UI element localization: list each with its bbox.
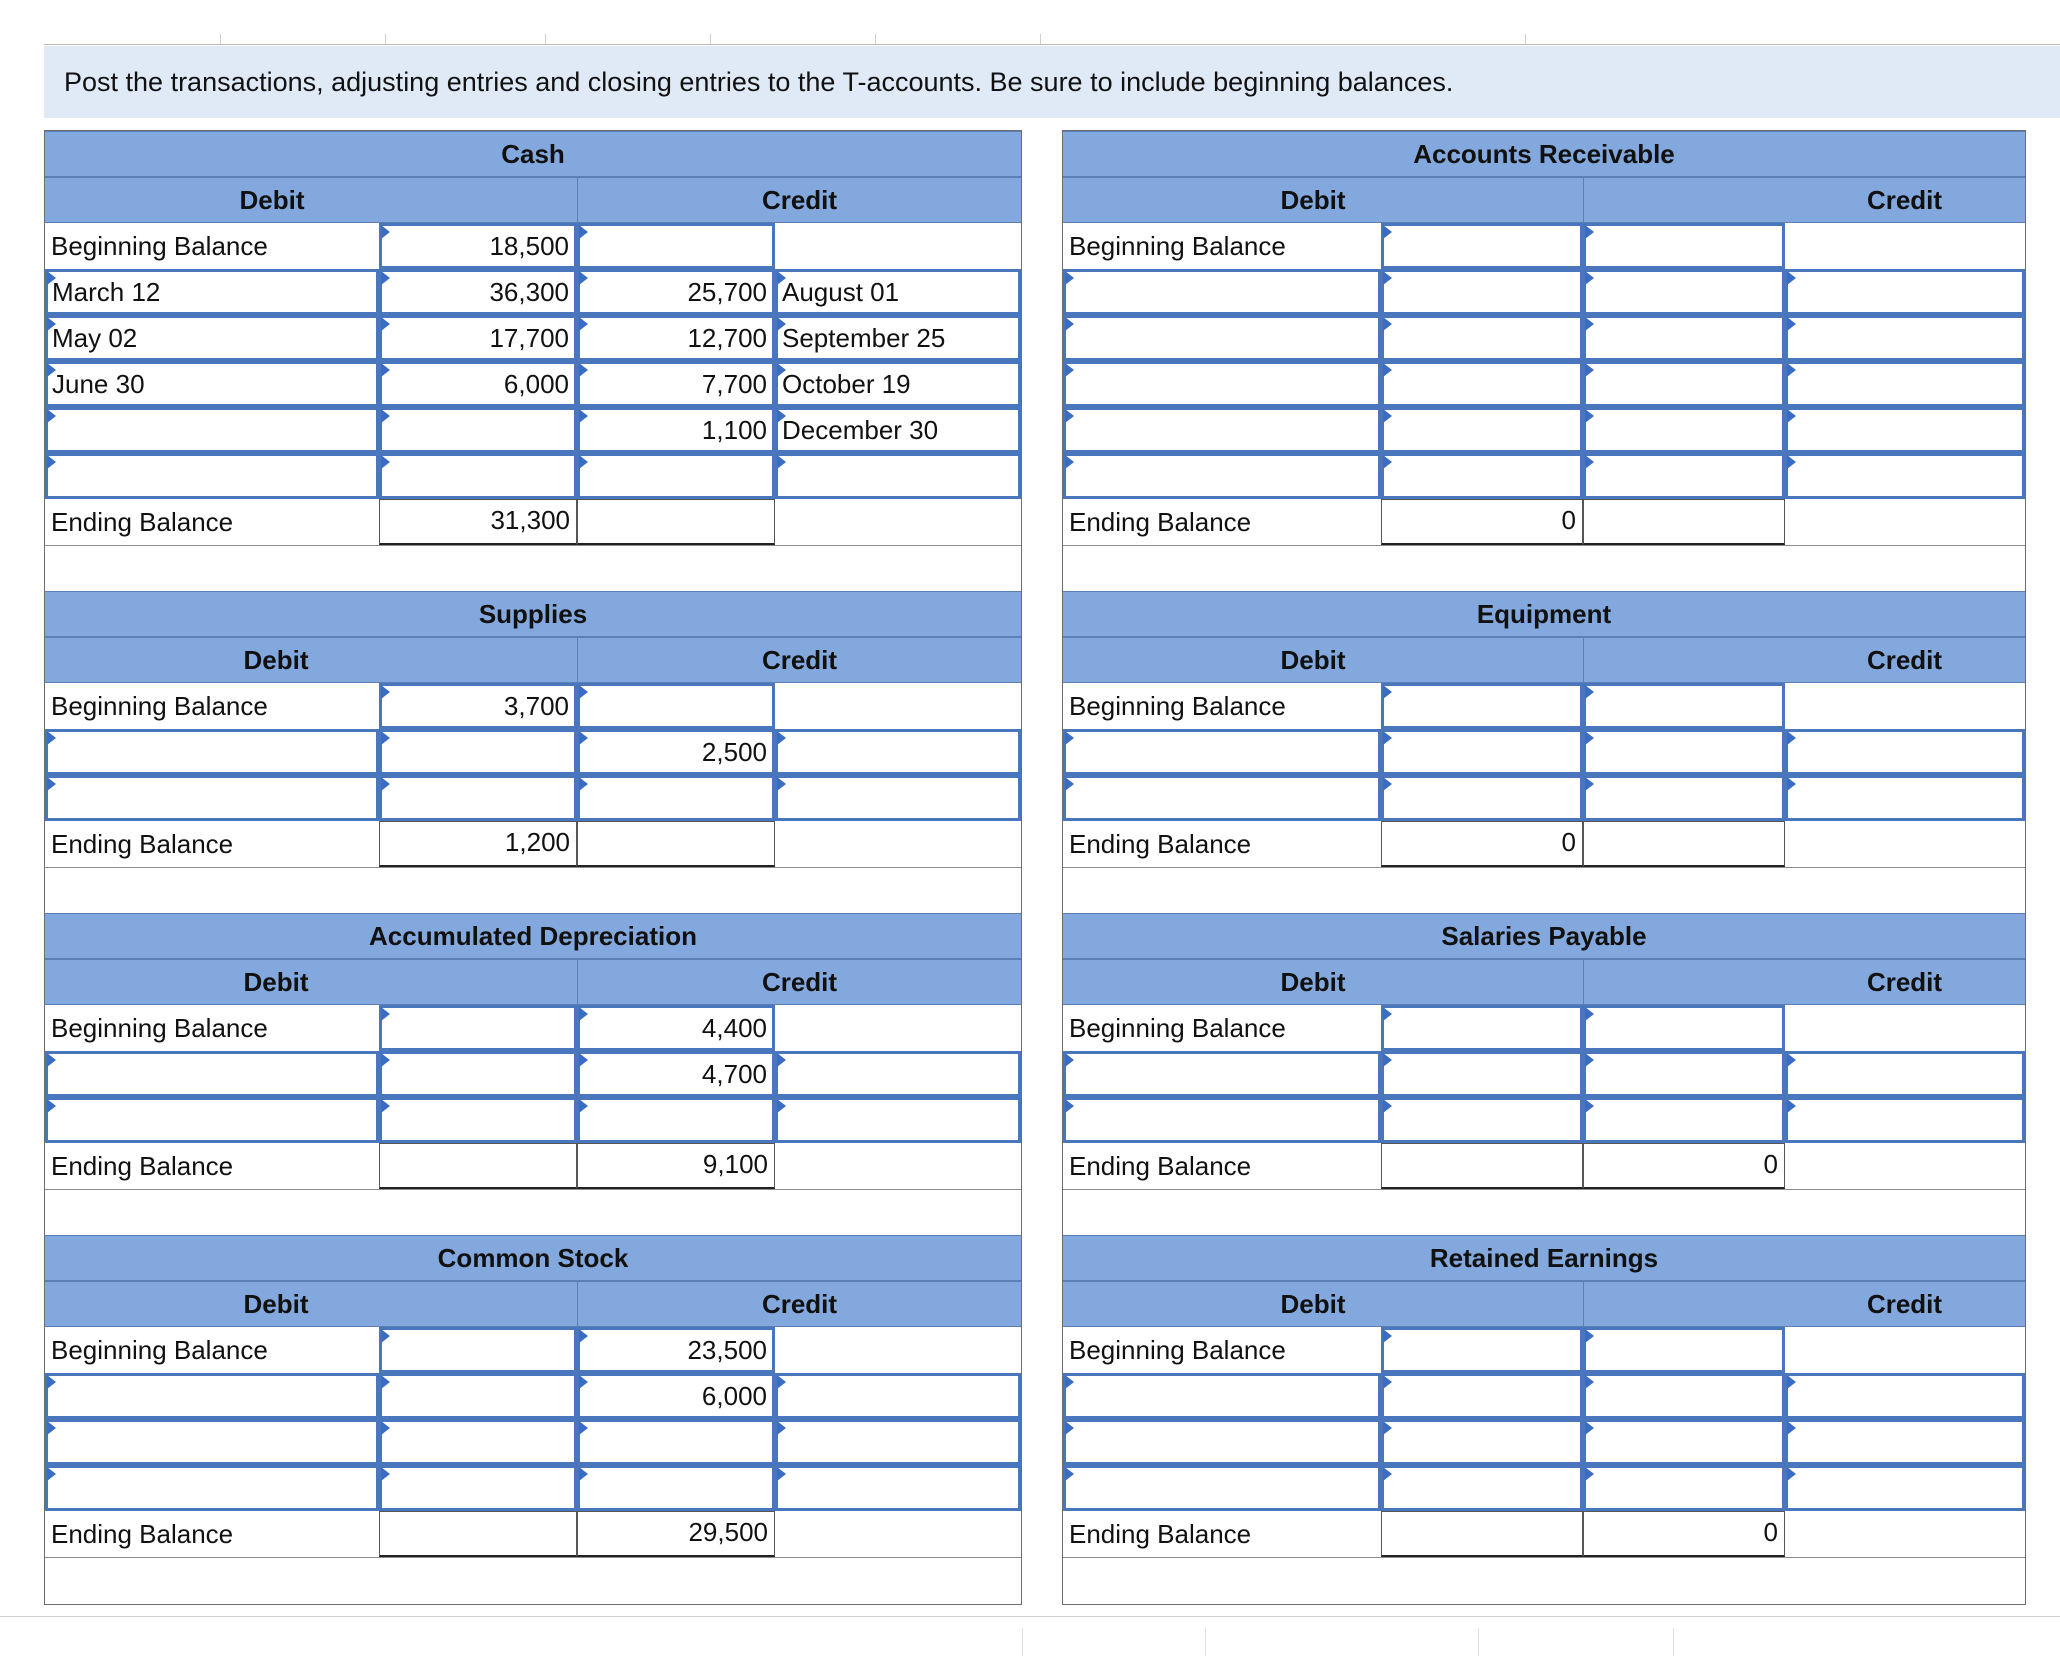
accdep-ending-credit: 9,100 [577, 1143, 775, 1189]
ar-beginning-label: Beginning Balance [1069, 231, 1286, 261]
sp-ending-label: Ending Balance [1069, 1151, 1252, 1181]
right-accounts-panel [1062, 130, 2026, 1605]
column-mark [545, 34, 546, 44]
section-spacer [45, 867, 1021, 914]
eq-ending-debit: 0 [1381, 821, 1583, 867]
accdep-begin-credit-input[interactable]: 4,400 [577, 1005, 775, 1051]
column-mark [1205, 1628, 1206, 1656]
cs-debit-input[interactable] [379, 1465, 577, 1511]
cash-debit-input[interactable]: 36,300 [379, 269, 577, 315]
cs-credit-date-select[interactable] [775, 1419, 1021, 1465]
ar-credit-input[interactable] [1583, 407, 1785, 453]
eq-debit-input[interactable] [1381, 775, 1583, 821]
supplies-debit-input[interactable] [379, 775, 577, 821]
cash-debit-input[interactable] [379, 453, 577, 499]
re-debit-header: Debit [1063, 1281, 1583, 1327]
supplies-credit-date-select[interactable] [775, 775, 1021, 821]
eq-begin-debit-input[interactable] [1381, 683, 1583, 729]
cash-ending-credit [577, 499, 775, 545]
ar-credit-date-select[interactable] [1785, 315, 2025, 361]
sp-beginning-label: Beginning Balance [1069, 1013, 1286, 1043]
cs-credit-input[interactable] [577, 1419, 775, 1465]
supplies-debit-header: Debit [45, 637, 577, 683]
re-debit-date-select[interactable] [1063, 1373, 1381, 1419]
section-spacer [1063, 1557, 2025, 1604]
sp-ending-debit [1381, 1143, 1583, 1189]
cash-credit-date-select[interactable]: September 25 [775, 315, 1021, 361]
eq-credit-date-select[interactable] [1785, 775, 2025, 821]
ar-credit-input[interactable] [1583, 269, 1785, 315]
column-mark [1040, 34, 1041, 44]
cash-debit-date-select[interactable]: March 12 [45, 269, 379, 315]
supplies-debit-date-select[interactable] [45, 775, 379, 821]
ar-debit-date-select[interactable] [1063, 315, 1381, 361]
column-mark [1525, 34, 1526, 44]
re-credit-date-select[interactable] [1785, 1419, 2025, 1465]
ar-debit-input[interactable] [1381, 407, 1583, 453]
eq-credit-input[interactable] [1583, 775, 1785, 821]
cs-ending-debit [379, 1511, 577, 1557]
cash-credit-input[interactable]: 7,700 [577, 361, 775, 407]
supplies-debit-input[interactable] [379, 729, 577, 775]
retained-earnings-title: Retained Earnings [1063, 1235, 2025, 1281]
sp-begin-debit-input[interactable] [1381, 1005, 1583, 1051]
cash-debit-date-select[interactable] [45, 453, 379, 499]
re-ending-label: Ending Balance [1069, 1519, 1252, 1549]
sp-credit-date-select[interactable] [1785, 1097, 2025, 1143]
eq-credit-date-select[interactable] [1785, 729, 2025, 775]
eq-begin-credit-input[interactable] [1583, 683, 1785, 729]
accdep-debit-header: Debit [45, 959, 577, 1005]
salaries-payable-title: Salaries Payable [1063, 913, 2025, 959]
cs-begin-debit-input[interactable] [379, 1327, 577, 1373]
re-debit-date-select[interactable] [1063, 1419, 1381, 1465]
section-spacer [1063, 1189, 2025, 1236]
eq-ending-label: Ending Balance [1069, 829, 1252, 859]
cash-credit-input[interactable]: 1,100 [577, 407, 775, 453]
section-spacer [45, 545, 1021, 592]
supplies-beginning-label: Beginning Balance [51, 691, 268, 721]
ar-debit-date-select[interactable] [1063, 361, 1381, 407]
ar-debit-input[interactable] [1381, 315, 1583, 361]
top-rule [44, 44, 2060, 45]
cash-debit-input[interactable]: 17,700 [379, 315, 577, 361]
sp-debit-input[interactable] [1381, 1051, 1583, 1097]
ar-ending-label: Ending Balance [1069, 507, 1252, 537]
section-spacer [1063, 545, 2025, 592]
accdep-credit-input[interactable]: 4,700 [577, 1051, 775, 1097]
cash-credit-date-select[interactable]: December 30 [775, 407, 1021, 453]
ar-begin-credit-input[interactable] [1583, 223, 1785, 269]
accdep-debit-input[interactable] [379, 1097, 577, 1143]
cash-ending-debit: 31,300 [379, 499, 577, 545]
sp-credit-input[interactable] [1583, 1097, 1785, 1143]
re-credit-date-select[interactable] [1785, 1465, 2025, 1511]
bottom-rule [0, 1616, 2060, 1617]
cash-ending-label: Ending Balance [51, 507, 234, 537]
re-credit-input[interactable] [1583, 1465, 1785, 1511]
ar-credit-input[interactable] [1583, 361, 1785, 407]
cash-credit-input[interactable] [577, 453, 775, 499]
ar-debit-date-select[interactable] [1063, 407, 1381, 453]
ar-debit-date-select[interactable] [1063, 453, 1381, 499]
sp-debit-input[interactable] [1381, 1097, 1583, 1143]
ar-ending-credit [1583, 499, 1785, 545]
sp-begin-credit-input[interactable] [1583, 1005, 1785, 1051]
supplies-debit-date-select[interactable] [45, 729, 379, 775]
ar-credit-header: Credit [1583, 177, 2025, 223]
cs-ending-label: Ending Balance [51, 1519, 234, 1549]
column-mark [385, 34, 386, 44]
section-spacer [1063, 867, 2025, 914]
supplies-title: Supplies [45, 591, 1021, 637]
supplies-credit-input[interactable] [577, 775, 775, 821]
cash-debit-input[interactable] [379, 407, 577, 453]
re-begin-debit-input[interactable] [1381, 1327, 1583, 1373]
cs-debit-header: Debit [45, 1281, 577, 1327]
cash-credit-date-select[interactable]: October 19 [775, 361, 1021, 407]
eq-debit-header: Debit [1063, 637, 1583, 683]
cash-debit-header: Debit [45, 177, 577, 223]
accumulated-depreciation-title: Accumulated Depreciation [45, 913, 1021, 959]
ar-credit-date-select[interactable] [1785, 361, 2025, 407]
accdep-begin-debit-input[interactable] [379, 1005, 577, 1051]
supplies-begin-credit-input[interactable] [577, 683, 775, 729]
sp-credit-input[interactable] [1583, 1051, 1785, 1097]
ar-credit-date-select[interactable] [1785, 407, 2025, 453]
cash-debit-date-select[interactable]: May 02 [45, 315, 379, 361]
cs-debit-date-select[interactable] [45, 1373, 379, 1419]
re-beginning-label: Beginning Balance [1069, 1335, 1286, 1365]
re-ending-debit [1381, 1511, 1583, 1557]
column-mark [1022, 1628, 1023, 1656]
cash-beginning-label: Beginning Balance [51, 231, 268, 261]
accdep-debit-date-select[interactable] [45, 1097, 379, 1143]
ar-debit-input[interactable] [1381, 361, 1583, 407]
column-mark [220, 34, 221, 44]
cash-debit-date-select[interactable]: June 30 [45, 361, 379, 407]
cash-credit-input[interactable]: 12,700 [577, 315, 775, 361]
sp-debit-header: Debit [1063, 959, 1583, 1005]
accdep-ending-label: Ending Balance [51, 1151, 234, 1181]
column-mark [875, 34, 876, 44]
re-credit-input[interactable] [1583, 1419, 1785, 1465]
cs-ending-credit: 29,500 [577, 1511, 775, 1557]
cs-debit-date-select[interactable] [45, 1465, 379, 1511]
accdep-debit-input[interactable] [379, 1051, 577, 1097]
accdep-debit-date-select[interactable] [45, 1051, 379, 1097]
eq-debit-input[interactable] [1381, 729, 1583, 775]
instruction-banner: Post the transactions, adjusting entries and closing entries to the T-accounts. Be sure to include beginning balances. [44, 46, 2060, 118]
accdep-credit-header: Credit [577, 959, 1021, 1005]
cs-credit-date-select[interactable] [775, 1373, 1021, 1419]
supplies-credit-header: Credit [577, 637, 1021, 683]
cs-credit-header: Credit [577, 1281, 1021, 1327]
ar-credit-input[interactable] [1583, 453, 1785, 499]
cash-title: Cash [45, 131, 1021, 177]
eq-beginning-label: Beginning Balance [1069, 691, 1286, 721]
common-stock-title: Common Stock [45, 1235, 1021, 1281]
section-spacer [45, 1557, 1021, 1604]
cash-begin-debit-input[interactable]: 18,500 [379, 223, 577, 269]
cash-credit-date-select[interactable]: August 01 [775, 269, 1021, 315]
re-credit-header: Credit [1583, 1281, 2025, 1327]
re-ending-credit: 0 [1583, 1511, 1785, 1557]
equipment-title: Equipment [1063, 591, 2025, 637]
section-spacer [45, 1189, 1021, 1236]
cash-debit-date-select[interactable] [45, 407, 379, 453]
cash-credit-date-select[interactable] [775, 453, 1021, 499]
supplies-credit-date-select[interactable] [775, 729, 1021, 775]
ar-debit-date-select[interactable] [1063, 269, 1381, 315]
eq-ending-credit [1583, 821, 1785, 867]
re-credit-input[interactable] [1583, 1373, 1785, 1419]
eq-credit-header: Credit [1583, 637, 2025, 683]
ar-credit-date-select[interactable] [1785, 269, 2025, 315]
re-debit-input[interactable] [1381, 1373, 1583, 1419]
ar-credit-date-select[interactable] [1785, 453, 2025, 499]
ar-debit-input[interactable] [1381, 269, 1583, 315]
cs-credit-input[interactable]: 6,000 [577, 1373, 775, 1419]
sp-ending-credit: 0 [1583, 1143, 1785, 1189]
cash-debit-input[interactable]: 6,000 [379, 361, 577, 407]
column-mark [710, 34, 711, 44]
ar-debit-input[interactable] [1381, 453, 1583, 499]
ar-credit-input[interactable] [1583, 315, 1785, 361]
supplies-credit-input[interactable]: 2,500 [577, 729, 775, 775]
cs-beginning-label: Beginning Balance [51, 1335, 268, 1365]
cash-begin-credit-input[interactable] [577, 223, 775, 269]
re-debit-date-select[interactable] [1063, 1465, 1381, 1511]
eq-debit-date-select[interactable] [1063, 775, 1381, 821]
cs-credit-date-select[interactable] [775, 1465, 1021, 1511]
column-mark [1673, 1628, 1674, 1656]
cash-credit-header: Credit [577, 177, 1021, 223]
cs-begin-credit-input[interactable]: 23,500 [577, 1327, 775, 1373]
left-accounts-panel [44, 130, 1022, 1605]
accdep-credit-date-select[interactable] [775, 1097, 1021, 1143]
supplies-ending-debit: 1,200 [379, 821, 577, 867]
sp-credit-date-select[interactable] [1785, 1051, 2025, 1097]
ar-ending-debit: 0 [1381, 499, 1583, 545]
sp-credit-header: Credit [1583, 959, 2025, 1005]
accounts-receivable-title: Accounts Receivable [1063, 131, 2025, 177]
accdep-beginning-label: Beginning Balance [51, 1013, 268, 1043]
cs-debit-input[interactable] [379, 1373, 577, 1419]
supplies-ending-credit [577, 821, 775, 867]
column-mark [1478, 1628, 1479, 1656]
cs-debit-input[interactable] [379, 1419, 577, 1465]
cash-credit-input[interactable]: 25,700 [577, 269, 775, 315]
re-debit-input[interactable] [1381, 1419, 1583, 1465]
re-credit-date-select[interactable] [1785, 1373, 2025, 1419]
eq-debit-date-select[interactable] [1063, 729, 1381, 775]
cs-debit-date-select[interactable] [45, 1419, 379, 1465]
re-debit-input[interactable] [1381, 1465, 1583, 1511]
accdep-ending-debit [379, 1143, 577, 1189]
accdep-credit-date-select[interactable] [775, 1051, 1021, 1097]
eq-credit-input[interactable] [1583, 729, 1785, 775]
supplies-begin-debit-input[interactable]: 3,700 [379, 683, 577, 729]
supplies-ending-label: Ending Balance [51, 829, 234, 859]
sp-debit-date-select[interactable] [1063, 1097, 1381, 1143]
ar-begin-debit-input[interactable] [1381, 223, 1583, 269]
sp-debit-date-select[interactable] [1063, 1051, 1381, 1097]
ar-debit-header: Debit [1063, 177, 1583, 223]
cs-credit-input[interactable] [577, 1465, 775, 1511]
accdep-credit-input[interactable] [577, 1097, 775, 1143]
re-begin-credit-input[interactable] [1583, 1327, 1785, 1373]
